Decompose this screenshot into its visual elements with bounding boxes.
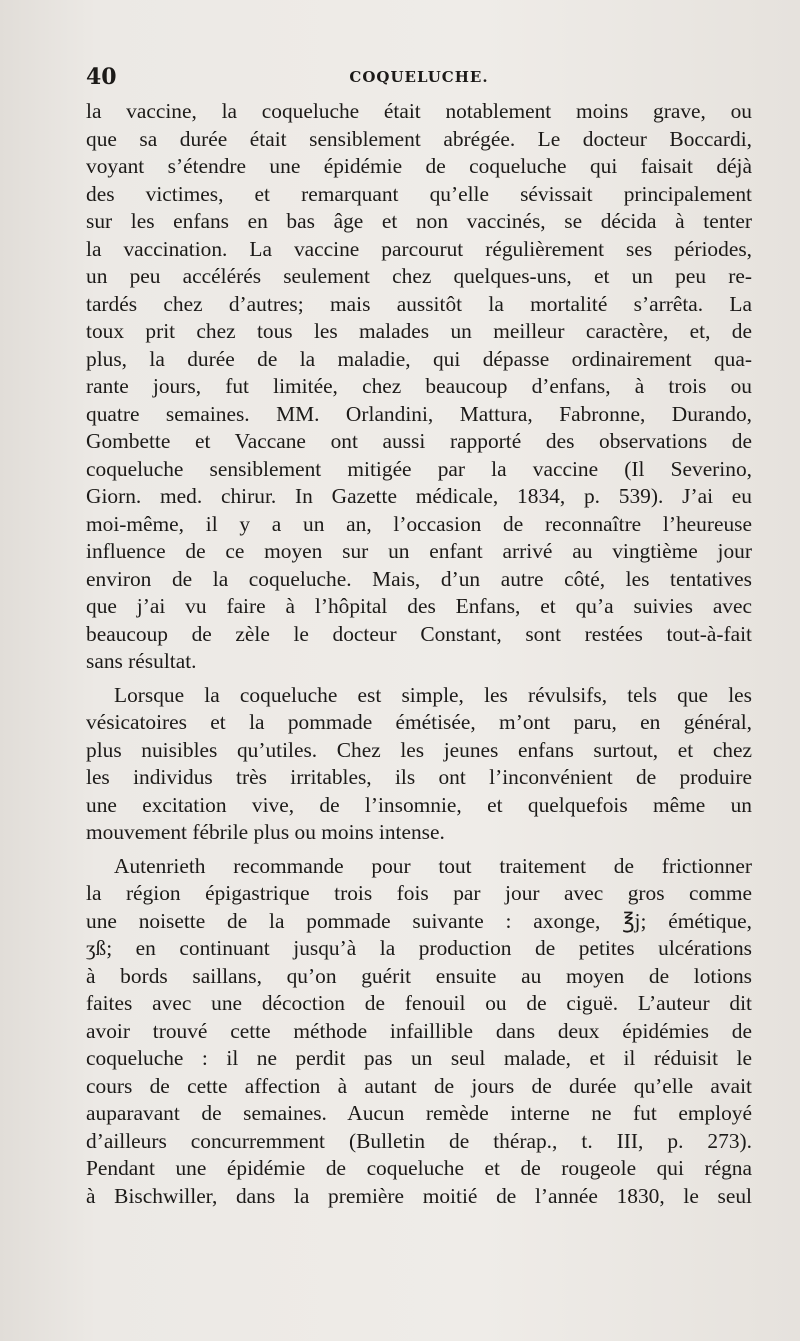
text-line: Pendant une épidémie de coqueluche et de rougeole qui régna [86, 1156, 752, 1180]
paragraph [86, 853, 752, 1211]
text-line: la région épigastrique trois fois par jour avec gros comme [86, 881, 752, 905]
page-header [86, 64, 752, 94]
text-line: coqueluche sensiblement mitigée par la vaccine (Il Severino, [86, 456, 752, 481]
text-line: la vaccine, la coqueluche était notablement moins grave, ou [86, 99, 752, 123]
body-text [86, 98, 752, 1210]
text-line: à bords saillans, qu’on guérit ensuite au moyen de lotions [86, 963, 752, 988]
text-line: des victimes, et remarquant qu’elle sévissait principalement [86, 181, 752, 206]
text-line: faites avec une décoction de fenouil ou de ciguë. L’auteur dit [86, 991, 752, 1015]
text-line: que sa durée était sensiblement abrégée. Le docteur Boccardi, [86, 126, 752, 151]
text-line: tardés chez d’autres; mais aussitôt la mortalité s’arrêta. La [86, 291, 752, 316]
paragraph [86, 682, 752, 847]
paragraph [86, 98, 752, 676]
text-line: d’ailleurs concurremment (Bulletin de thérap., t. III, p. 273). [86, 1128, 752, 1153]
text-line: beaucoup de zèle le docteur Constant, sont restées tout-à-fait [86, 621, 752, 646]
text-line: mouvement fébrile plus ou moins intense. [86, 820, 445, 844]
text-line: quatre semaines. MM. Orlandini, Mattura, Fabronne, Durando, [86, 401, 752, 426]
text-line: Autenrieth recommande pour tout traitement de frictionner [114, 853, 752, 878]
text-line: coqueluche : il ne perdit pas un seul malade, et il réduisit le [86, 1046, 752, 1070]
text-line: plus, la durée de la maladie, qui dépasse ordinairement qua- [86, 346, 752, 371]
text-line: une noisette de la pommade suivante : axonge, ℥j; émétique, [86, 908, 752, 933]
text-line: voyant s’étendre une épidémie de coqueluche qui faisait déjà [86, 154, 752, 178]
text-line: rante jours, fut limitée, chez beaucoup d’enfans, à trois ou [86, 374, 752, 398]
text-line: toux prit chez tous les malades un meilleur caractère, et, de [86, 319, 752, 343]
text-line: que j’ai vu faire à l’hôpital des Enfans, et qu’a suivies avec [86, 594, 752, 618]
text-line: Lorsque la coqueluche est simple, les révulsifs, tels que les [114, 682, 752, 707]
text-line: la vaccination. La vaccine parcourut régulièrement ses périodes, [86, 236, 752, 261]
text-line: à Bischwiller, dans la première moitié de l’année 1830, le seul [86, 1183, 752, 1208]
running-head: COQUELUCHE. [349, 68, 489, 86]
text-line: cours de cette affection à autant de jours de durée qu’elle avait [86, 1073, 752, 1098]
text-line: sur les enfans en bas âge et non vaccinés, se décida à tenter [86, 209, 752, 233]
text-line: plus nuisibles qu’utiles. Chez les jeunes enfans surtout, et chez [86, 737, 752, 762]
text-line: ʒß; en continuant jusqu’à la production de petites ulcérations [86, 936, 752, 960]
text-line: Gombette et Vaccane ont aussi rapporté des observations de [86, 429, 752, 453]
text-line: vésicatoires et la pommade émétisée, m’ont paru, en général, [86, 710, 752, 734]
text-line: les individus très irritables, ils ont l’inconvénient de produire [86, 765, 752, 789]
text-line: environ de la coqueluche. Mais, d’un autre côté, les tentatives [86, 566, 752, 591]
text-line: influence de ce moyen sur un enfant arrivé au vingtième jour [86, 539, 752, 563]
text-line: avoir trouvé cette méthode infaillible dans deux épidémies de [86, 1018, 752, 1043]
text-line: sans résultat. [86, 649, 197, 673]
text-line: une excitation vive, de l’insomnie, et quelquefois même un [86, 792, 752, 817]
text-line: auparavant de semaines. Aucun remède interne ne fut employé [86, 1101, 752, 1125]
text-line: moi-même, il y a un an, l’occasion de reconnaître l’heureuse [86, 511, 752, 536]
text-line: un peu accélérés seulement chez quelques-uns, et un peu re- [86, 264, 752, 288]
text-line: Giorn. med. chirur. In Gazette médicale, 1834, p. 539). J’ai eu [86, 484, 752, 508]
page-number: 40 [86, 64, 117, 90]
